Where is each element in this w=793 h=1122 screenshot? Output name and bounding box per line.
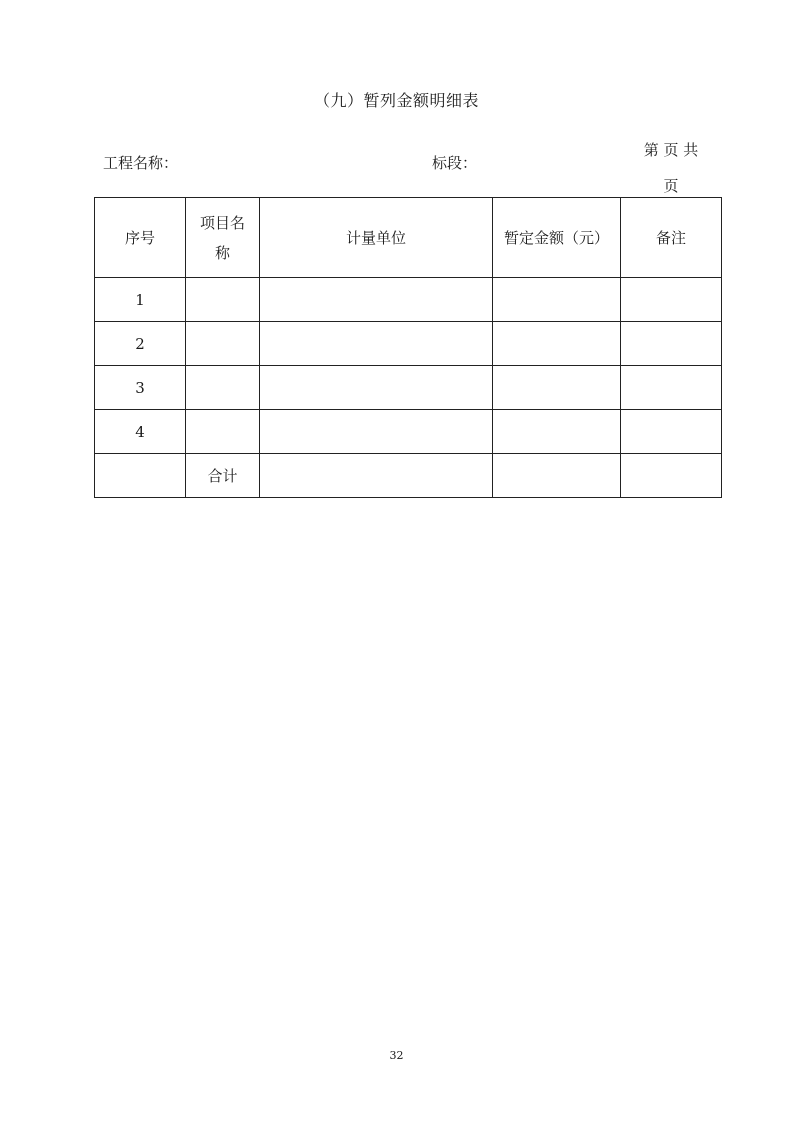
header-amount: 暂定金额（元） <box>493 198 621 278</box>
cell-remark <box>621 322 722 366</box>
provisional-sum-table <box>94 197 722 498</box>
table-row <box>95 322 722 366</box>
cell-item-name <box>186 410 260 454</box>
total-cell-unit <box>260 454 493 498</box>
table-row <box>95 366 722 410</box>
cell-amount <box>493 410 621 454</box>
cell-seq: 2 <box>95 322 186 366</box>
section-label: 标段： <box>432 154 478 172</box>
cell-unit <box>260 322 493 366</box>
cell-amount <box>493 278 621 322</box>
header-unit: 计量单位 <box>260 198 493 278</box>
page-number: 32 <box>389 1049 404 1062</box>
cell-amount <box>493 366 621 410</box>
cell-seq: 1 <box>95 278 186 322</box>
cell-remark <box>621 278 722 322</box>
total-cell-amount <box>493 454 621 498</box>
total-cell-seq <box>95 454 186 498</box>
table-total-row <box>95 454 722 498</box>
project-name-label: 工程名称： <box>103 154 179 172</box>
total-label: 合计 <box>186 454 260 498</box>
document-title: （九）暂列金额明细表 <box>313 91 479 110</box>
total-cell-remark <box>621 454 722 498</box>
cell-item-name <box>186 366 260 410</box>
table-row <box>95 278 722 322</box>
header-remark: 备注 <box>621 198 722 278</box>
cell-seq: 4 <box>95 410 186 454</box>
cell-amount <box>493 322 621 366</box>
cell-seq: 3 <box>95 366 186 410</box>
cell-unit <box>260 366 493 410</box>
table-row <box>95 410 722 454</box>
header-item-name-line-1: 项目名 <box>199 213 245 232</box>
header-seq: 序号 <box>95 198 186 278</box>
cell-remark <box>621 366 722 410</box>
cell-remark <box>621 410 722 454</box>
cell-item-name <box>186 278 260 322</box>
header-item-name <box>186 198 260 278</box>
page-info <box>630 132 712 204</box>
header-item-name-line-2: 称 <box>214 243 230 262</box>
page-info-line-2: 页 <box>663 177 679 195</box>
cell-unit <box>260 410 493 454</box>
table-header-row <box>95 198 722 278</box>
page-info-line-1: 第 页 共 <box>643 141 699 159</box>
cell-item-name <box>186 322 260 366</box>
cell-unit <box>260 278 493 322</box>
